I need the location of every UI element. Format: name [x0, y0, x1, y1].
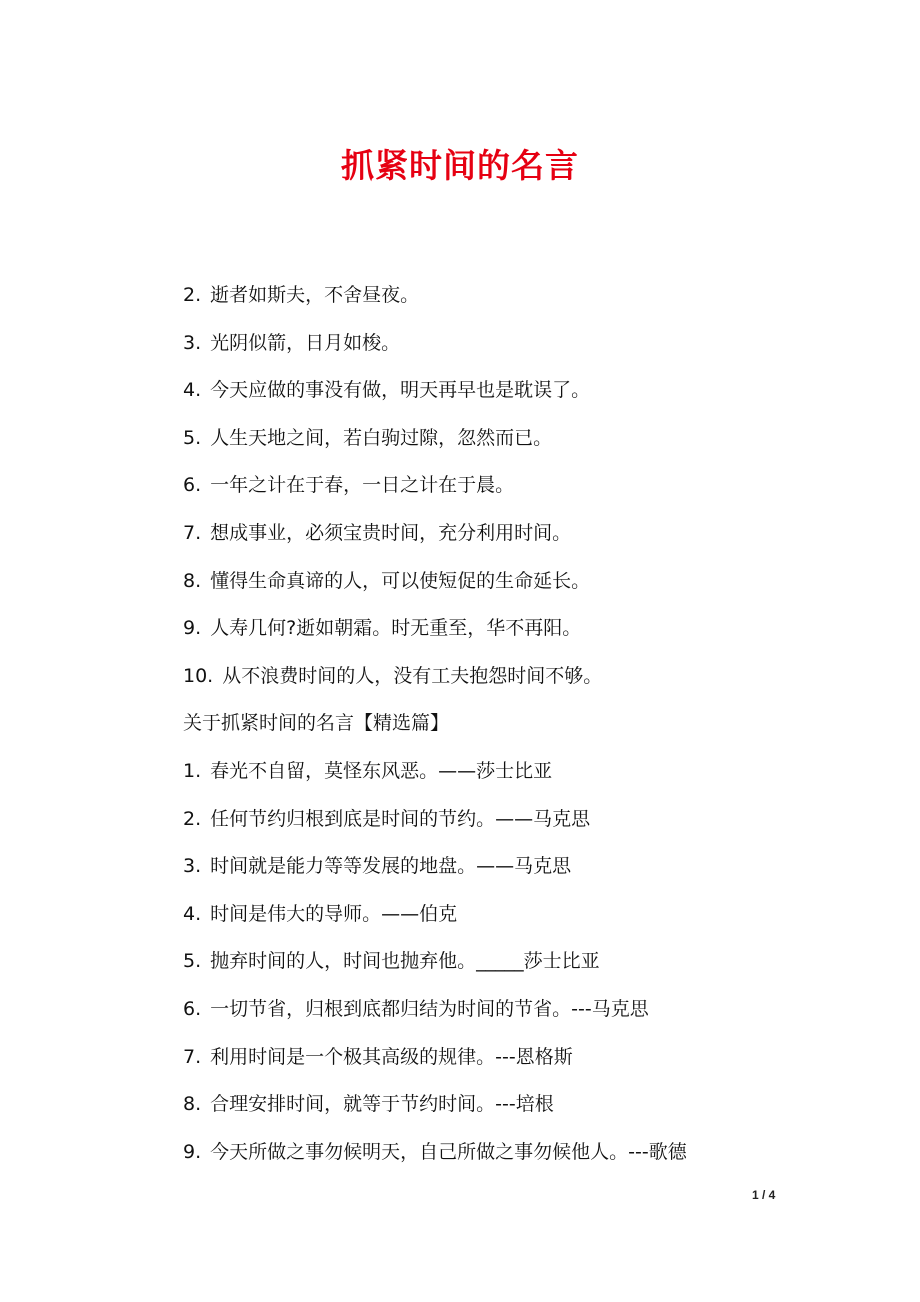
quote-line — [183, 1137, 823, 1185]
quote-line — [183, 423, 823, 471]
quote-text: 一切节省，归根到底都归结为时间的节省。---马克思 — [210, 997, 649, 1020]
quote-text: 时间是伟大的导师。——伯克 — [210, 902, 458, 925]
quote-line — [183, 851, 823, 899]
quote-text: 懂得生命真谛的人，可以使短促的生命延长。 — [210, 569, 591, 592]
section-heading — [183, 708, 823, 756]
quote-text: 一年之计在于春，一日之计在于晨。 — [210, 474, 515, 497]
quote-line — [183, 1089, 823, 1137]
quote-list — [183, 280, 823, 1184]
quote-line — [183, 946, 823, 994]
quote-line — [183, 1042, 823, 1090]
quote-number: 7. — [183, 1045, 202, 1068]
quote-text: 人生天地之间，若白驹过隙，忽然而已。 — [210, 426, 553, 449]
quote-number: 2. — [183, 807, 202, 830]
quote-text: 利用时间是一个极其高级的规律。---恩格斯 — [210, 1045, 573, 1068]
quote-line — [183, 375, 823, 423]
quote-text: 光阴似箭，日月如梭。 — [210, 331, 401, 354]
quote-number: 5. — [183, 426, 202, 449]
document-title: 抓紧时间的名言 — [341, 146, 579, 185]
quote-number: 9. — [183, 617, 202, 640]
quote-number: 8. — [183, 1093, 202, 1116]
quote-number: 8. — [183, 569, 202, 592]
quote-number: 9. — [183, 1140, 202, 1163]
quote-line — [183, 518, 823, 566]
quote-number: 3. — [183, 331, 202, 354]
quote-text: 任何节约归根到底是时间的节约。——马克思 — [210, 807, 591, 830]
quote-number: 2. — [183, 284, 202, 306]
quote-number: 6. — [183, 474, 202, 497]
quote-number: 6. — [183, 997, 202, 1020]
quote-text: 从不浪费时间的人，没有工夫抱怨时间不够。 — [222, 664, 603, 687]
quote-text: 今天应做的事没有做，明天再早也是耽误了。 — [210, 379, 591, 402]
quote-line — [183, 899, 823, 947]
quote-number: 4. — [183, 902, 202, 925]
quote-line — [183, 566, 823, 614]
quote-line — [183, 280, 823, 328]
quote-number: 5. — [183, 950, 202, 973]
quote-text: 时间就是能力等等发展的地盘。——马克思 — [210, 855, 572, 878]
quote-line — [183, 661, 823, 709]
page-indicator: 1 / 4 — [752, 1188, 776, 1202]
quote-number: 1. — [183, 759, 202, 782]
quote-number: 4. — [183, 379, 202, 402]
quote-text: 抛弃时间的人，时间也抛弃他。_____莎士比亚 — [210, 950, 600, 973]
quote-text: 合理安排时间，就等于节约时间。---培根 — [210, 1093, 554, 1116]
quote-number: 7. — [183, 521, 202, 544]
quote-text: 逝者如斯夫，不舍昼夜。 — [210, 284, 420, 306]
quote-text: 今天所做之事勿候明天，自己所做之事勿候他人。---歌德 — [210, 1140, 687, 1163]
quote-text: 想成事业，必须宝贵时间，充分利用时间。 — [210, 521, 572, 544]
quote-line — [183, 804, 823, 852]
quote-line — [183, 994, 823, 1042]
quote-number: 3. — [183, 855, 202, 878]
quote-line — [183, 328, 823, 376]
quote-line — [183, 470, 823, 518]
quote-text: 春光不自留，莫怪东风恶。——莎士比亚 — [210, 759, 553, 782]
quote-number: 10. — [183, 664, 214, 687]
quote-text: 人寿几何?逝如朝霜。时无重至，华不再阳。 — [210, 617, 582, 640]
quote-line — [183, 613, 823, 661]
section-heading-text: 关于抓紧时间的名言【精选篇】 — [183, 712, 450, 735]
quote-line — [183, 756, 823, 804]
